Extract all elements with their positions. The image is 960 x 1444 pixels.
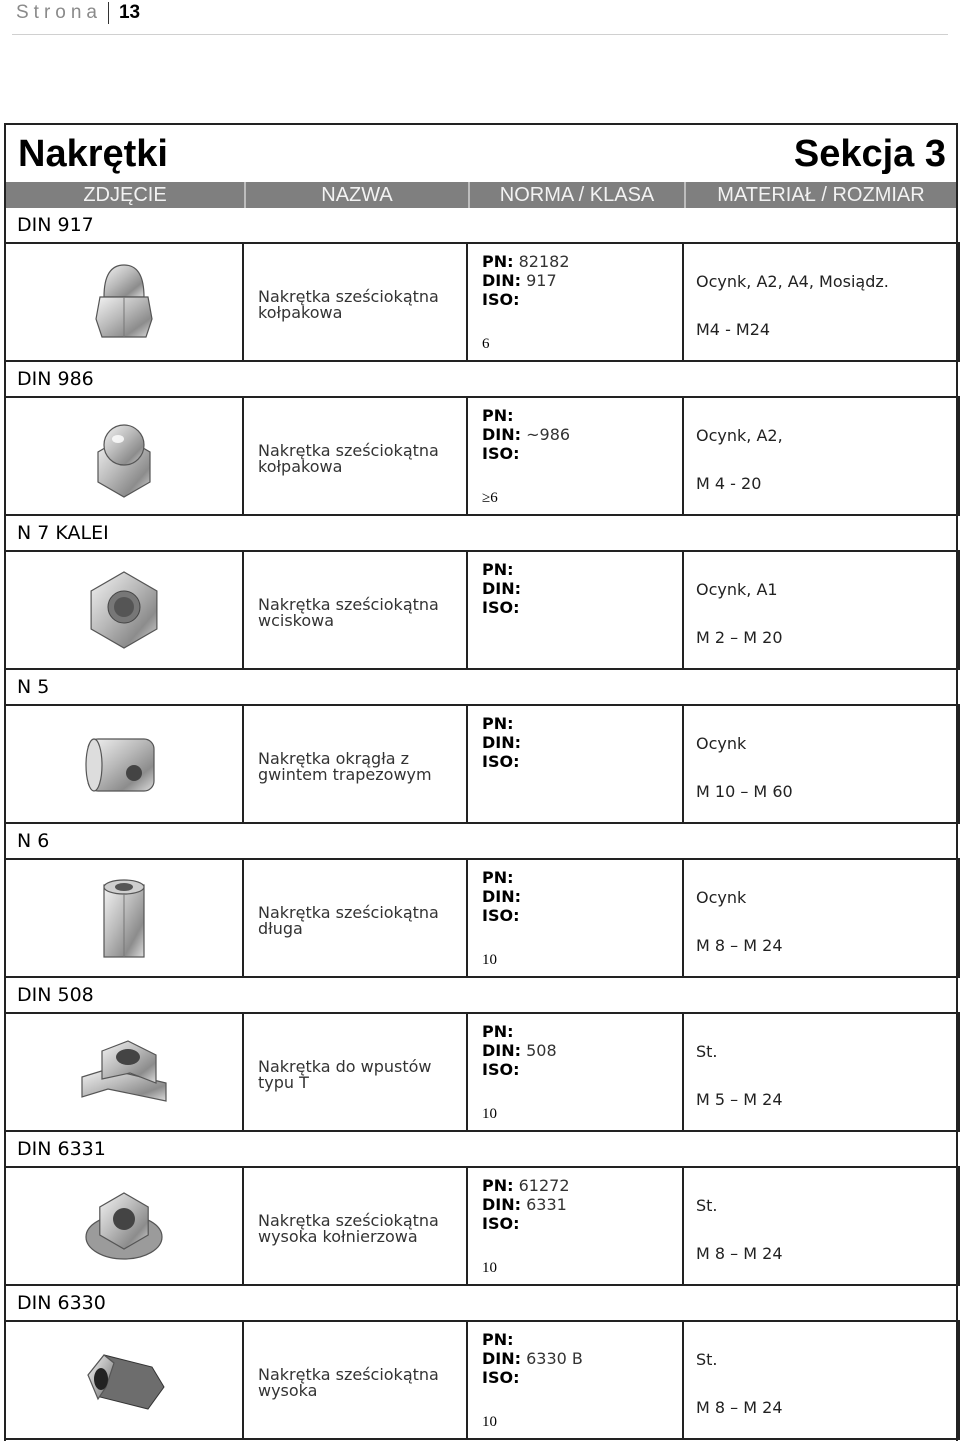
- iso-key: ISO:: [482, 1214, 520, 1233]
- photo-cell: [6, 1322, 244, 1438]
- column-header-name: NAZWA: [246, 182, 470, 208]
- photo-cell: [6, 398, 244, 514]
- material-cell: [686, 1014, 956, 1130]
- photo-cell: [6, 244, 244, 360]
- product-name: Nakrętka sześciokątna kołpakowa: [258, 441, 439, 476]
- product-row: [6, 396, 960, 516]
- norm-cell: [470, 244, 684, 360]
- pn-key: PN:: [482, 868, 514, 887]
- material-cell: [686, 398, 956, 514]
- section-label: DIN 508: [17, 984, 94, 1006]
- pn-key: PN:: [482, 252, 514, 271]
- product-name: Nakrętka sześciokątna długa: [258, 903, 439, 938]
- page-number: 13: [118, 2, 141, 23]
- material-cell: [686, 244, 956, 360]
- name-cell: [246, 706, 468, 822]
- product-name: Nakrętka sześciokątna wysoka: [258, 1365, 439, 1400]
- photo-cell: [6, 552, 244, 668]
- din-value: 6330 B: [526, 1349, 583, 1368]
- norm-lines: [482, 1022, 557, 1079]
- material-text: Ocynk: [696, 734, 747, 753]
- section-label: DIN 917: [17, 214, 94, 236]
- round-nut-photo: [74, 719, 174, 809]
- name-cell: [246, 860, 468, 976]
- product-row: [6, 1320, 960, 1440]
- din-key: DIN:: [482, 887, 522, 906]
- pn-key: PN:: [482, 406, 514, 425]
- photo-cell: [6, 1168, 244, 1284]
- strength-class: 6: [482, 336, 490, 352]
- size-range: M 4 - 20: [696, 474, 762, 493]
- section-label: N 6: [17, 830, 50, 852]
- norm-lines: [482, 406, 570, 463]
- name-cell: [246, 1014, 468, 1130]
- catalog-table: [4, 123, 958, 1441]
- norm-cell: [470, 706, 684, 822]
- norm-lines: [482, 868, 521, 925]
- pn-value: 82182: [518, 252, 570, 271]
- din-value: 508: [526, 1041, 557, 1060]
- material-cell: [686, 552, 956, 668]
- pn-key: PN:: [482, 1176, 514, 1195]
- din-value: ~986: [526, 425, 571, 444]
- pn-key: PN:: [482, 1022, 514, 1041]
- product-row: [6, 1166, 960, 1286]
- domed-cap-nut-photo: [74, 411, 174, 501]
- iso-key: ISO:: [482, 598, 520, 617]
- page-title: Nakrętki: [18, 133, 168, 175]
- photo-cell: [6, 706, 244, 822]
- product-row: [6, 550, 960, 670]
- page-label: Strona: [16, 2, 102, 23]
- din-value: 6331: [526, 1195, 567, 1214]
- material-text: Ocynk, A1: [696, 580, 778, 599]
- column-header-material: MATERIAŁ / ROZMIAR: [686, 182, 956, 208]
- long-hex-nut-photo: [74, 873, 174, 963]
- norm-lines: [482, 1176, 570, 1233]
- section-label: DIN 6331: [17, 1138, 106, 1160]
- high-hex-nut-photo: [74, 1335, 174, 1425]
- product-name: Nakrętka sześciokątna kołpakowa: [258, 287, 439, 322]
- material-cell: [686, 1168, 956, 1284]
- din-key: DIN:: [482, 1349, 522, 1368]
- name-cell: [246, 244, 468, 360]
- product-name: Nakrętka okrągła z gwintem trapezowym: [258, 749, 432, 784]
- strength-class: ≥6: [482, 490, 498, 506]
- size-range: M 8 – M 24: [696, 1244, 783, 1263]
- name-cell: [246, 552, 468, 668]
- din-value: 917: [526, 271, 557, 290]
- din-key: DIN:: [482, 271, 522, 290]
- din-key: DIN:: [482, 733, 522, 752]
- iso-key: ISO:: [482, 1368, 520, 1387]
- norm-lines: [482, 714, 521, 771]
- norm-lines: [482, 560, 521, 617]
- photo-cell: [6, 860, 244, 976]
- column-header-norm: NORMA / KLASA: [470, 182, 686, 208]
- column-header-photo: ZDJĘCIE: [6, 182, 246, 208]
- material-text: St.: [696, 1196, 718, 1215]
- norm-cell: [470, 1322, 684, 1438]
- norm-cell: [470, 860, 684, 976]
- page-header: [16, 0, 140, 26]
- section-title: Sekcja 3: [793, 133, 946, 175]
- material-text: St.: [696, 1042, 718, 1061]
- material-cell: [686, 860, 956, 976]
- norm-lines: [482, 1330, 583, 1387]
- norm-lines: [482, 252, 570, 309]
- iso-key: ISO:: [482, 444, 520, 463]
- iso-key: ISO:: [482, 1060, 520, 1079]
- din-key: DIN:: [482, 1195, 522, 1214]
- size-range: M4 - M24: [696, 320, 771, 339]
- size-range: M 2 – M 20: [696, 628, 783, 647]
- name-cell: [246, 1168, 468, 1284]
- t-slot-nut-photo: [74, 1027, 174, 1117]
- norm-cell: [470, 552, 684, 668]
- cap-nut-photo: [74, 257, 174, 347]
- header-divider: [108, 2, 109, 24]
- section-label: DIN 986: [17, 368, 94, 390]
- product-row: [6, 704, 960, 824]
- iso-key: ISO:: [482, 752, 520, 771]
- product-name: Nakrętka sześciokątna wysoka kołnierzowa: [258, 1211, 439, 1246]
- title-row: [6, 131, 956, 181]
- iso-key: ISO:: [482, 906, 520, 925]
- section-label: N 5: [17, 676, 50, 698]
- size-range: M 10 – M 60: [696, 782, 793, 801]
- strength-class: 10: [482, 1414, 497, 1430]
- product-name: Nakrętka sześciokątna wciskowa: [258, 595, 439, 630]
- pn-key: PN:: [482, 1330, 514, 1349]
- material-text: St.: [696, 1350, 718, 1369]
- pn-value: 61272: [518, 1176, 570, 1195]
- material-text: Ocynk, A2,: [696, 426, 783, 445]
- product-name: Nakrętka do wpustów typu T: [258, 1057, 432, 1092]
- material-cell: [686, 1322, 956, 1438]
- strength-class: 10: [482, 1260, 497, 1276]
- material-cell: [686, 706, 956, 822]
- product-row: [6, 858, 960, 978]
- size-range: M 8 – M 24: [696, 936, 783, 955]
- material-text: Ocynk: [696, 888, 747, 907]
- product-row: [6, 242, 960, 362]
- name-cell: [246, 1322, 468, 1438]
- press-nut-photo: [74, 565, 174, 655]
- norm-cell: [470, 1014, 684, 1130]
- din-key: DIN:: [482, 425, 522, 444]
- norm-cell: [470, 1168, 684, 1284]
- size-range: M 5 – M 24: [696, 1090, 783, 1109]
- din-key: DIN:: [482, 579, 522, 598]
- name-cell: [246, 398, 468, 514]
- strength-class: 10: [482, 952, 497, 968]
- product-row: [6, 1012, 960, 1132]
- size-range: M 8 – M 24: [696, 1398, 783, 1417]
- flange-nut-photo: [74, 1181, 174, 1271]
- pn-key: PN:: [482, 714, 514, 733]
- photo-cell: [6, 1014, 244, 1130]
- section-label: N 7 KALEI: [17, 522, 109, 544]
- norm-cell: [470, 398, 684, 514]
- material-text: Ocynk, A2, A4, Mosiądz.: [696, 272, 889, 291]
- header-rule: [12, 34, 948, 35]
- section-label: DIN 6330: [17, 1292, 106, 1314]
- pn-key: PN:: [482, 560, 514, 579]
- strength-class: 10: [482, 1106, 497, 1122]
- column-header-row: [6, 182, 956, 208]
- din-key: DIN:: [482, 1041, 522, 1060]
- iso-key: ISO:: [482, 290, 520, 309]
